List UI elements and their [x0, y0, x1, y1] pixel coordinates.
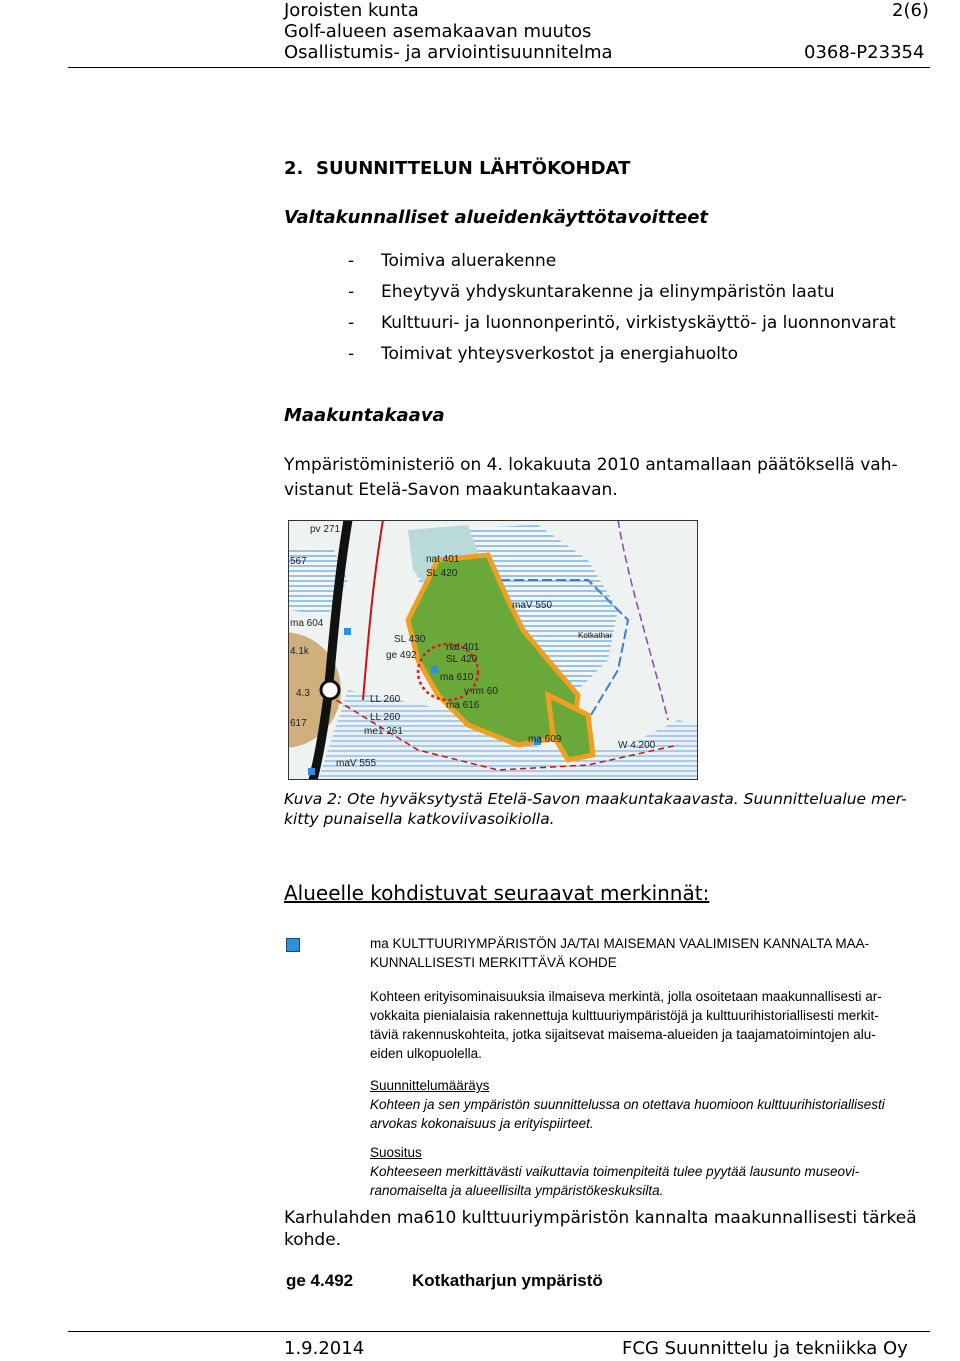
recommendation-heading: Suositus [370, 1145, 422, 1160]
map-label: maV 550 [512, 600, 553, 611]
regional-plan-text-1: Ympäristöministeriö on 4. lokakuuta 2010 antamallaan päätöksellä vah- [284, 455, 898, 475]
regional-plan-map [288, 520, 698, 780]
regional-plan-text-2: vistanut Etelä-Savon maakuntakaavan. [284, 480, 618, 500]
header-doc-id: 0368-P23354 [804, 42, 925, 63]
map-label: ma 616 [446, 700, 480, 711]
legend-description: vokkaita pienialaisia rakennettuja kulttuuriympäristöjä ja kulttuurihistoriallisesti merkit- [370, 1008, 879, 1023]
map-label: SL 420 [446, 654, 478, 665]
national-goals-heading: Valtakunnalliset alueidenkäyttötavoitteet [284, 207, 709, 228]
map-label: 567 [290, 556, 307, 567]
regulation-text: Kohteen ja sen ympäristön suunnittelussa on otettava huomioon kulttuurihistoriallisesti [370, 1097, 885, 1112]
figure-caption-1: Kuva 2: Ote hyväksytystä Etelä-Savon maakuntakaavasta. Suunnittelualue mer- [284, 790, 907, 808]
map-label: ma 609 [528, 734, 562, 745]
map-label: me1 261 [364, 726, 403, 737]
header-doc-type: Osallistumis- ja arviointisuunnitelma [284, 42, 613, 63]
regulation-heading: Suunnittelumääräys [370, 1078, 490, 1093]
bullet-dash: - [348, 282, 355, 302]
footer-rule [68, 1331, 930, 1332]
map-label: ma 610 [440, 672, 474, 683]
map-blue-square [308, 768, 315, 775]
map-blue-square [431, 666, 438, 673]
legend-description: eiden ulkopuolella. [370, 1046, 482, 1061]
footer-company: FCG Suunnittelu ja tekniikka Oy [622, 1338, 908, 1359]
map-label: nat 401 [426, 554, 460, 565]
goal-item: Toimivat yhteysverkostot ja energiahuolto [381, 344, 739, 364]
map-label: LL 260 [370, 694, 401, 705]
map-junction-marker [321, 681, 339, 699]
map-blue-square [344, 628, 351, 635]
goal-item: Kulttuuri- ja luonnonperintö, virkistyskäyttö- ja luonnonvarat [381, 313, 896, 333]
ge-code: ge 4.492 [286, 1271, 354, 1290]
regulation-text: arvokas kokonaisuus ja erityispiirteet. [370, 1116, 594, 1131]
recommendation-text: ranomaiselta ja alueellisilta ympäristökeskuksilta. [370, 1183, 664, 1198]
legend-description: täviä rakennuskohteita, jotka sijaitsevat maisema-alueiden ja taajamatoimintojen alu- [370, 1027, 876, 1042]
legend-title-2: KUNNALLISESTI MERKITTÄVÄ KOHDE [370, 955, 617, 970]
map-label: nat 401 [446, 642, 480, 653]
footer-date: 1.9.2014 [284, 1338, 365, 1359]
bullet-dash: - [348, 344, 355, 364]
karhulahti-text-1: Karhulahden ma610 kulttuuriympäristön kannalta maakunnallisesti tärkeä [284, 1208, 917, 1228]
header-page-number: 2(6) [892, 0, 929, 21]
ge-name: Kotkatharjun ympäristö [412, 1271, 603, 1290]
bullet-dash: - [348, 313, 355, 333]
map-label: LL 260 [370, 712, 401, 723]
legend-description: Kohteen erityisominaisuuksia ilmaiseva merkintä, jolla osoitetaan maakunnallisesti ar- [370, 989, 882, 1004]
map-label: maV 555 [336, 758, 377, 769]
markings-heading: Alueelle kohdistuvat seuraavat merkinnät: [284, 881, 710, 905]
karhulahti-text-2: kohde. [284, 1230, 342, 1250]
map-label: 4.1k [290, 646, 309, 657]
map-label: ma 604 [290, 618, 324, 629]
figure-caption-2: kitty punaisella katkoviivasoikiolla. [284, 810, 555, 828]
regional-plan-heading: Maakuntakaava [284, 405, 445, 426]
legend-blue-square [286, 938, 300, 952]
map-label: SL 430 [394, 634, 426, 645]
map-label: Kotkathar [578, 631, 613, 640]
map-label: pv 271 [310, 524, 341, 535]
goal-item: Eheytyvä yhdyskuntarakenne ja elinympäristön laatu [381, 282, 835, 302]
map-label: ge 492 [386, 650, 417, 661]
map-label: 617 [290, 718, 307, 729]
section-number: 2. [284, 158, 304, 179]
map-label: 4.3 [296, 688, 310, 699]
map-label: SL 420 [426, 568, 458, 579]
section-title: SUUNNITTELUN LÄHTÖKOHDAT [316, 158, 631, 179]
goal-item: Toimiva aluerakenne [381, 251, 557, 271]
map-label: W 4.200 [618, 740, 656, 751]
bullet-dash: - [348, 251, 355, 271]
recommendation-text: Kohteeseen merkittävästi vaikuttavia toimenpiteitä tulee pyytää lausunto museovi- [370, 1164, 860, 1179]
header-project: Golf-alueen asemakaavan muutos [284, 21, 592, 42]
map-label: v-rm 60 [464, 686, 498, 697]
header-rule [68, 67, 930, 68]
legend-title-1: ma KULTTUURIYMPÄRISTÖN JA/TAI MAISEMAN VAALIMISEN KANNALTA MAA- [370, 936, 870, 951]
header-municipality: Joroisten kunta [284, 0, 419, 21]
